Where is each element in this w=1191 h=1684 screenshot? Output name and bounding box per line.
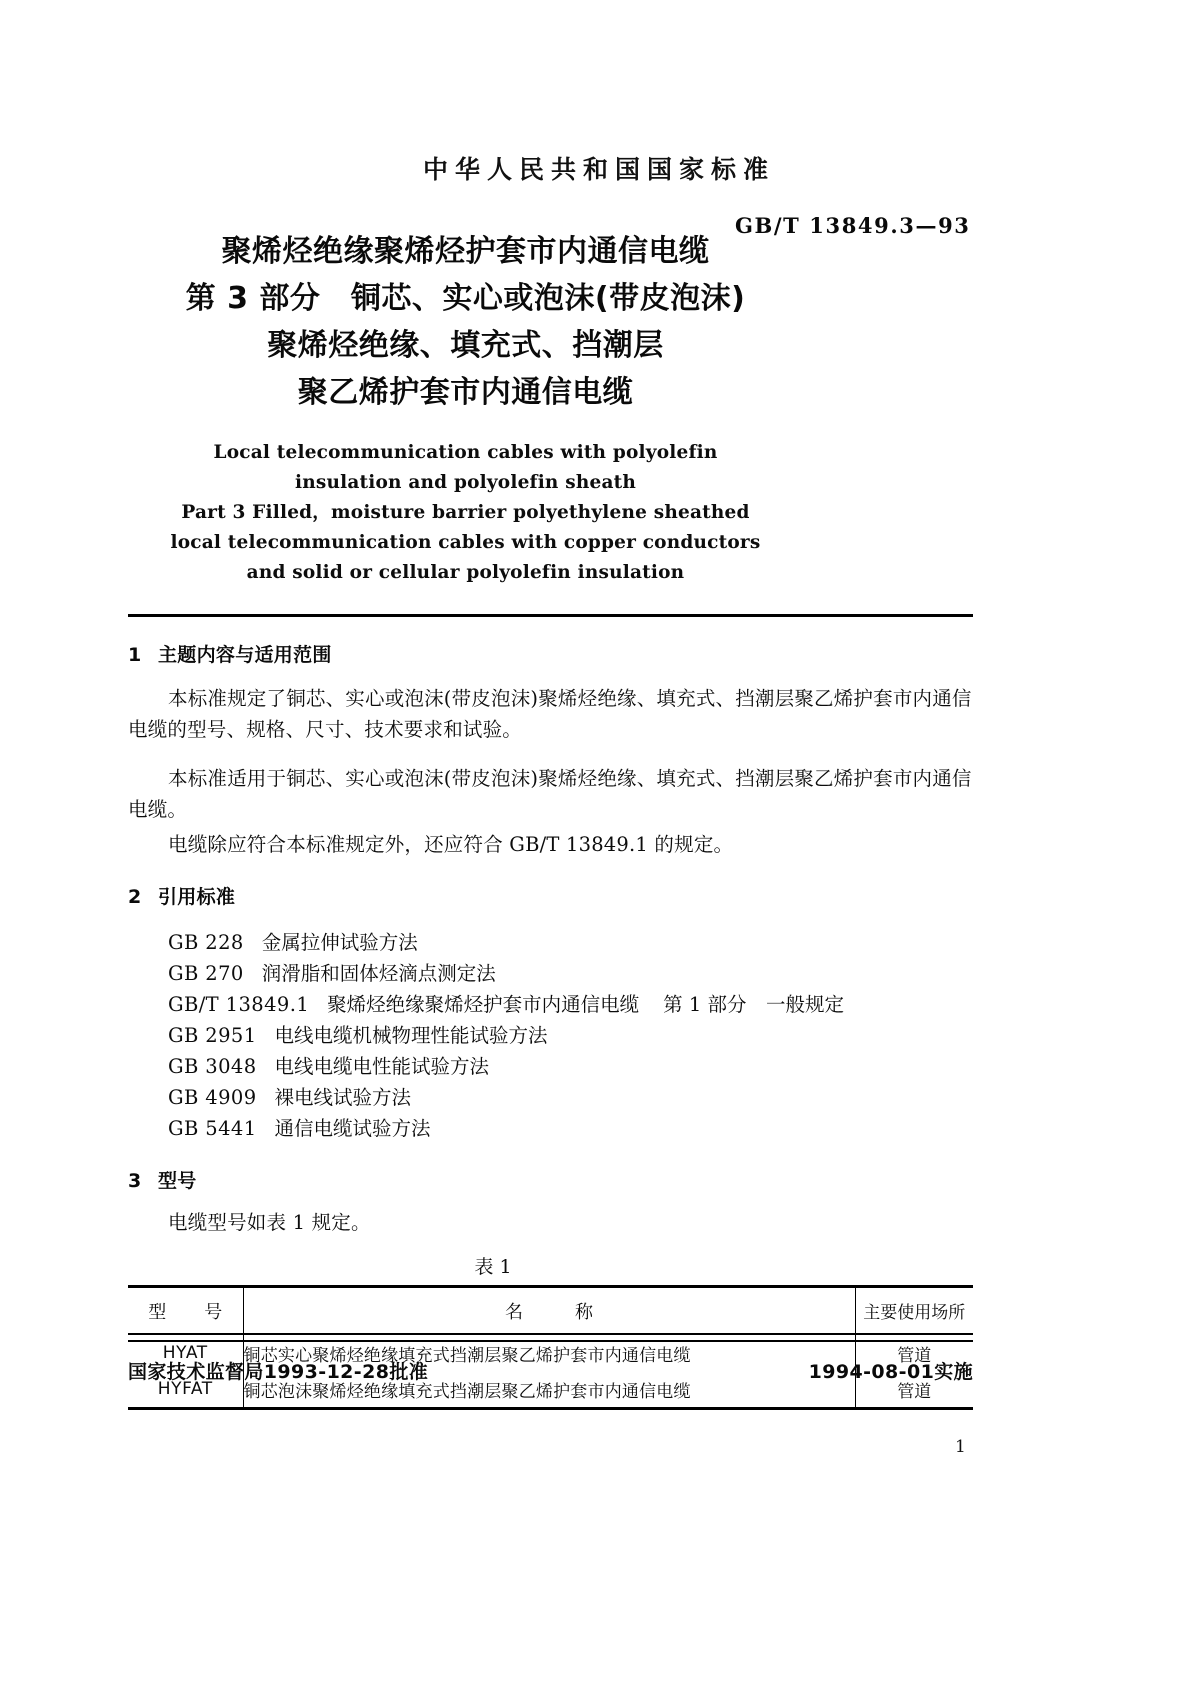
english-title-line-4: local telecommunication cables with copper conductors xyxy=(170,532,761,553)
reference-code: GB 2951 xyxy=(168,1024,257,1047)
section-1-paragraph-3: 电缆除应符合本标准规定外，还应符合 GB/T 13849.1 的规定。 xyxy=(168,833,734,856)
page-number: 1 xyxy=(955,1437,966,1457)
approval-statement: 国家技术监督局1993-12-28批准 xyxy=(128,1361,429,1383)
column-header-usage: 主要使用场所 xyxy=(855,1287,973,1335)
list-item xyxy=(168,1020,988,1051)
chinese-title-line-1: 聚烯烃绝缘聚烯烃护套市内通信电缆 xyxy=(221,234,710,269)
list-item xyxy=(168,1113,988,1144)
list-item xyxy=(168,927,988,958)
reference-part: 第 1 部分 一般规定 xyxy=(663,993,844,1016)
reference-name: 聚烯烃绝缘聚烯烃护套市内通信电缆 xyxy=(327,993,640,1016)
chinese-title-line-4: 聚乙烯护套市内通信电缆 xyxy=(297,375,634,410)
document-body xyxy=(128,640,988,1410)
list-item xyxy=(168,1051,988,1082)
section-2-title: 引用标准 xyxy=(158,886,236,908)
reference-code: GB 228 xyxy=(168,931,244,954)
cell-name: 铜芯实心聚烯烃绝缘填充式挡潮层聚乙烯护套市内通信电缆 xyxy=(243,1345,691,1366)
column-header-name xyxy=(243,1287,855,1335)
chinese-title-group xyxy=(0,228,1191,416)
reference-name: 金属拉伸试验方法 xyxy=(261,931,418,954)
english-title-line-3: Part 3 Filled，moisture barrier polyethylene sheathed xyxy=(181,502,750,523)
list-item xyxy=(168,958,988,989)
header-divider-rule xyxy=(128,614,973,617)
cable-model-table xyxy=(128,1285,973,1410)
reference-name: 通信电缆试验方法 xyxy=(274,1117,431,1140)
implementation-date: 1994-08-01实施 xyxy=(808,1361,973,1383)
section-2-heading xyxy=(128,882,988,909)
english-title-line-1: Local telecommunication cables with polyolefin xyxy=(213,442,718,463)
reference-name: 电线电缆机械物理性能试验方法 xyxy=(274,1024,548,1047)
reference-code: GB/T 13849.1 xyxy=(168,993,310,1016)
section-1-heading xyxy=(128,640,988,667)
reference-code: GB 3048 xyxy=(168,1055,257,1078)
list-item xyxy=(168,989,988,1020)
table-header-row xyxy=(128,1287,973,1335)
title-block xyxy=(0,150,1191,588)
english-title-line-2: insulation and polyolefin sheath xyxy=(294,472,637,493)
section-1-paragraph-1: 本标准规定了铜芯、实心或泡沫(带皮泡沫)聚烯烃绝缘、填充式、挡潮层聚乙烯护套市内通信电缆的型号、规格、尺寸、技术要求和试验。 xyxy=(128,687,972,741)
reference-standards-list xyxy=(128,927,988,1144)
column-header-name-right: 称 xyxy=(575,1301,593,1323)
reference-code: GB 5441 xyxy=(168,1117,257,1140)
chinese-title-line-3: 聚烯烃绝缘、填充式、挡潮层 xyxy=(267,328,664,363)
standard-number: GB/T 13849.3—93 xyxy=(735,213,971,238)
cell-name: 铜芯泡沫聚烯烃绝缘填充式挡潮层聚乙烯护套市内通信电缆 xyxy=(243,1371,855,1409)
section-3-title: 型号 xyxy=(158,1170,197,1192)
section-2-number: 2 xyxy=(128,886,142,908)
column-header-name-left: 名 xyxy=(505,1301,523,1323)
section-3-heading xyxy=(128,1166,988,1193)
english-title-line-5: and solid or cellular polyolefin insulation xyxy=(246,562,685,583)
reference-code: GB 270 xyxy=(168,962,244,985)
cell-usage: 管道 xyxy=(855,1371,973,1409)
reference-name: 电线电缆电性能试验方法 xyxy=(274,1055,490,1078)
section-3-paragraph: 电缆型号如表 1 规定。 xyxy=(168,1211,371,1234)
section-1-title: 主题内容与适用范围 xyxy=(158,644,332,666)
cell-model: HYAT xyxy=(128,1334,243,1371)
reference-code: GB 4909 xyxy=(168,1086,257,1109)
table-caption: 表 1 xyxy=(474,1256,512,1278)
section-3-number: 3 xyxy=(128,1170,142,1192)
section-1-number: 1 xyxy=(128,644,142,666)
english-title-group xyxy=(0,438,1061,588)
section-1-paragraph-2: 本标准适用于铜芯、实心或泡沫(带皮泡沫)聚烯烃绝缘、填充式、挡潮层聚乙烯护套市内通信电缆。 xyxy=(128,767,972,821)
list-item xyxy=(168,1082,988,1113)
cell-usage: 管道 xyxy=(855,1334,973,1371)
national-standard-label: 中华人民共和国国家标准 xyxy=(422,155,775,184)
reference-name: 润滑脂和固体烃滴点测定法 xyxy=(261,962,496,985)
reference-name: 裸电线试验方法 xyxy=(274,1086,412,1109)
chinese-title-line-2: 第 3 部分 铜芯、实心或泡沫(带皮泡沫) xyxy=(185,281,746,316)
page-footer xyxy=(128,1357,973,1384)
cell-model: HYFAT xyxy=(128,1371,243,1409)
column-header-model: 型 号 xyxy=(128,1287,243,1335)
